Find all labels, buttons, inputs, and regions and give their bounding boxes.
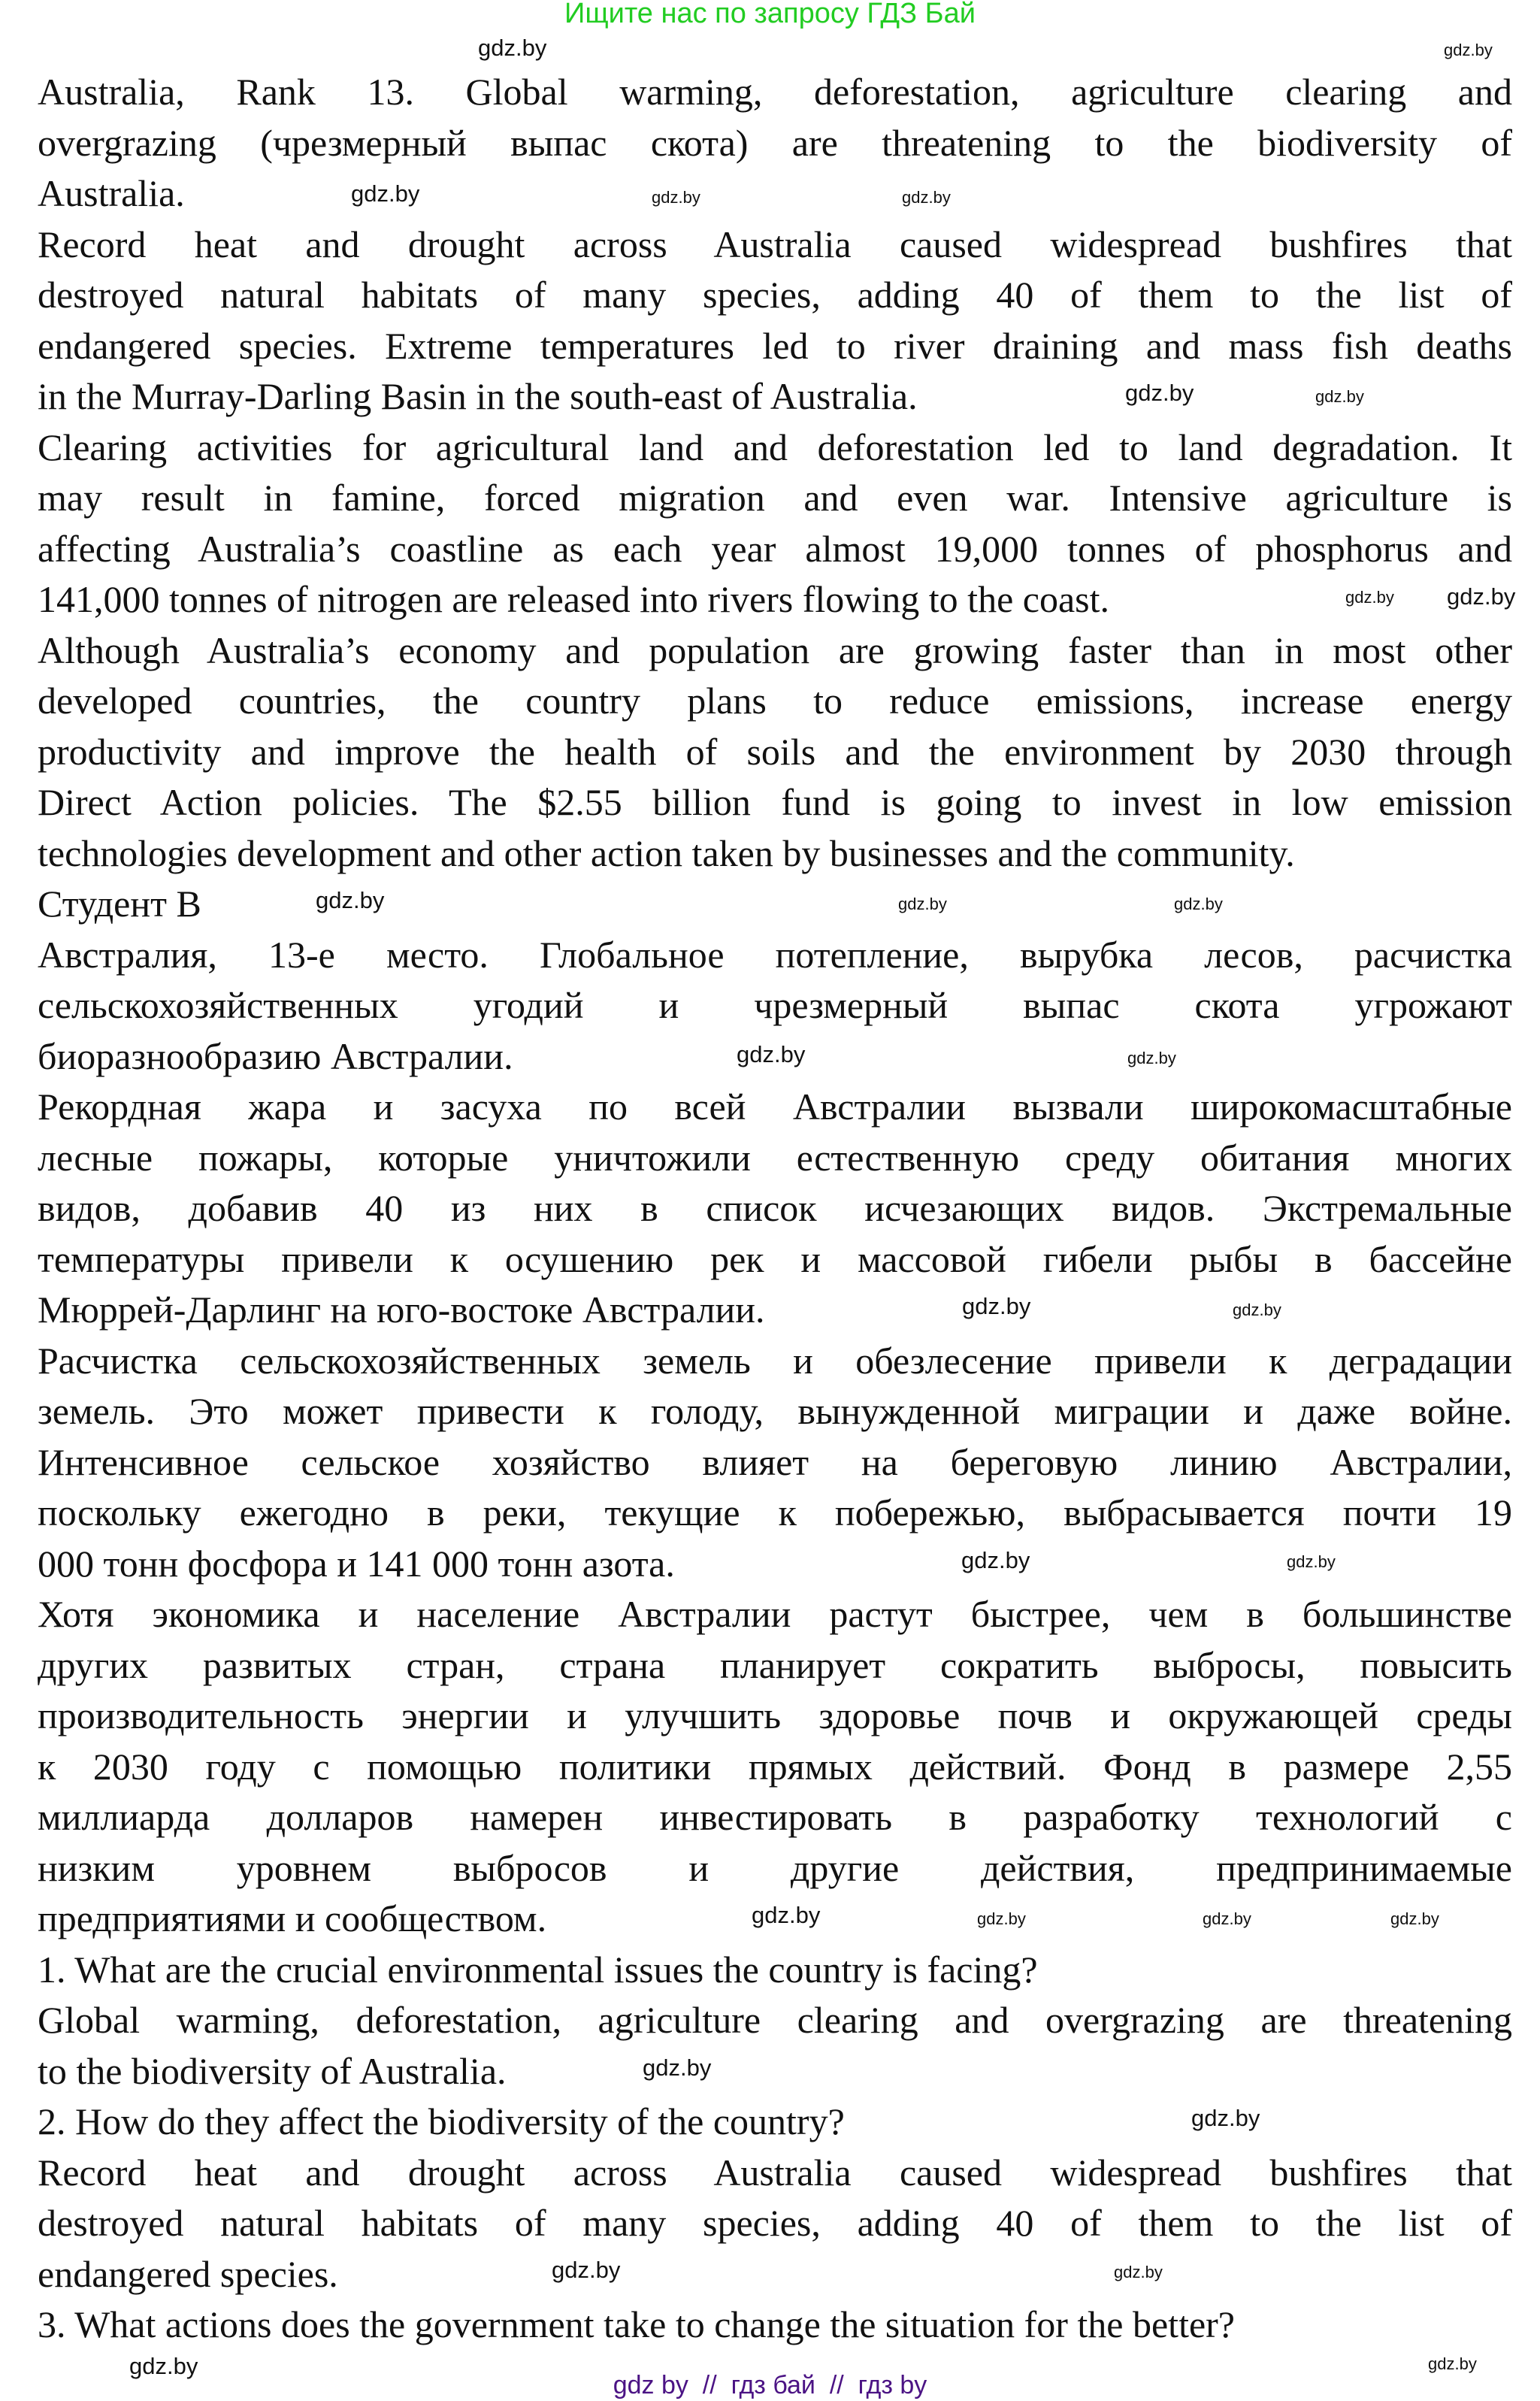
text-line: may result in famine, forced migration and even war. Intensive agriculture is	[38, 477, 1512, 519]
watermark-text: gdz.by	[1315, 387, 1364, 406]
text-line: Расчистка сельскохозяйственных земель и обезлесение привели к деградации	[38, 1339, 1512, 1382]
text-line: миллиарда долларов намерен инвестировать в разработку технологий с	[38, 1796, 1512, 1838]
text-line: предприятиями и сообществом.	[38, 1897, 547, 1939]
watermark-text: gdz.by	[129, 2353, 198, 2379]
watermark-text: gdz.by	[1127, 1049, 1176, 1067]
text-line: Хотя экономика и население Австралии растут быстрее, чем в большинстве	[38, 1593, 1512, 1635]
paragraph	[38, 2097, 1512, 2148]
text-line: destroyed natural habitats of many species, adding 40 of them to the list of	[38, 2202, 1512, 2244]
watermark-text: gdz.by	[1233, 1300, 1281, 1319]
text-line: to the biodiversity of Australia.	[38, 2049, 507, 2092]
paragraph	[38, 625, 1512, 880]
text-line: других развитых стран, страна планирует сократить выбросы, повысить	[38, 1643, 1512, 1686]
text-line: overgrazing (чрезмерный выпас скота) are threatening to the biodiversity of	[38, 121, 1512, 164]
paragraph	[38, 1995, 1512, 2097]
paragraph	[38, 1082, 1512, 1336]
text-line: низким уровнем выбросов и другие действия, предпринимаемые	[38, 1846, 1512, 1889]
watermark-text: gdz.by	[1444, 41, 1493, 59]
text-line: 000 тонн фосфора и 141 000 тонн азота.	[38, 1542, 675, 1585]
watermark-text: gdz.by	[1345, 588, 1394, 607]
watermark-text: gdz.by	[961, 1547, 1030, 1573]
watermark-text: gdz.by	[316, 887, 385, 913]
text-line: destroyed natural habitats of many species, adding 40 of them to the list of	[38, 274, 1512, 316]
text-line: биоразнообразию Австралии.	[38, 1034, 513, 1077]
text-line: 3. What actions does the government take to change the situation for the better?	[38, 2303, 1235, 2345]
text-line: in the Murray-Darling Basin in the south-east of Australia.	[38, 375, 918, 417]
watermark-text: gdz.by	[902, 188, 951, 207]
text-line: производительность энергии и улучшить здоровье почв и окружающей среды	[38, 1694, 1512, 1736]
watermark-text: gdz.by	[351, 180, 420, 207]
text-line: к 2030 году с помощью политики прямых действий. Фонд в размере 2,55	[38, 1745, 1512, 1788]
text-line: Австралия, 13-е место. Глобальное потепление, вырубка лесов, расчистка	[38, 933, 1512, 976]
text-line: endangered species.	[38, 2252, 338, 2295]
text-line: Интенсивное сельское хозяйство влияет на береговую линию Австралии,	[38, 1440, 1512, 1483]
text-line: Direct Action policies. The $2.55 billion fund is going to invest in low emission	[38, 781, 1512, 823]
paragraph	[38, 67, 1512, 220]
watermark-text: gdz.by	[977, 1909, 1026, 1928]
watermark-text: gdz.by	[1125, 380, 1194, 406]
watermark-text: gdz.by	[652, 188, 700, 207]
text-line: сельскохозяйственных угодий и чрезмерный выпас скота угрожают	[38, 984, 1512, 1026]
text-line: developed countries, the country plans to reduce emissions, increase energy	[38, 680, 1512, 722]
text-line: Although Australia’s economy and population are growing faster than in most other	[38, 628, 1512, 671]
text-line: Record heat and drought across Australia caused widespread bushfires that	[38, 223, 1512, 265]
text-line: productivity and improve the health of soils and the environment by 2030 through	[38, 730, 1512, 773]
text-line: Australia, Rank 13. Global warming, deforestation, agriculture clearing and	[38, 71, 1512, 113]
search-banner: Ищите нас по запросу ГДЗ Бай	[564, 0, 976, 29]
text-line: видов, добавив 40 из них в список исчезающих видов. Экстремальные	[38, 1187, 1512, 1229]
watermark-text: gdz.by	[962, 1293, 1031, 1319]
watermark-text: gdz.by	[1203, 1909, 1251, 1928]
text-line: affecting Australia’s coastline as each year almost 19,000 tonnes of phosphorus and	[38, 527, 1512, 570]
text-line: лесные пожары, которые уничтожили естественную среду обитания многих	[38, 1136, 1512, 1179]
text-line: 1. What are the crucial environmental issues the country is facing?	[38, 1948, 1038, 1991]
text-line: земель. Это может привести к голоду, вынужденной миграции и даже войне.	[38, 1390, 1512, 1432]
watermark-text: gdz.by	[1428, 2354, 1477, 2373]
document-body	[38, 67, 1512, 2351]
text-line: температуры привели к осушению рек и массовой гибели рыбы в бассейне	[38, 1237, 1512, 1280]
paragraph	[38, 1945, 1512, 1996]
watermark-text: gdz.by	[478, 35, 547, 61]
watermark-text: gdz.by	[752, 1902, 821, 1928]
paragraph	[38, 2148, 1512, 2300]
text-line: Global warming, deforestation, agriculture clearing and overgrazing are threatening	[38, 1999, 1512, 2041]
text-line: поскольку ежегодно в реки, текущие к побережью, выбрасывается почти 19	[38, 1491, 1512, 1534]
text-line: 2. How do they affect the biodiversity of the country?	[38, 2100, 845, 2142]
text-line: Мюррей-Дарлинг на юго-востоке Австралии.	[38, 1288, 765, 1331]
watermark-text: gdz.by	[898, 895, 947, 913]
text-line: 141,000 tonnes of nitrogen are released into rivers flowing to the coast.	[38, 578, 1110, 620]
watermark-text: gdz.by	[1390, 1909, 1439, 1928]
paragraph	[38, 220, 1512, 422]
text-line: Рекордная жара и засуха по всей Австралии вызвали широкомасштабные	[38, 1085, 1512, 1128]
watermark-text: gdz.by	[1447, 583, 1516, 610]
watermark-text: gdz.by	[1114, 2263, 1163, 2281]
watermark-text: gdz.by	[1174, 895, 1223, 913]
watermark-text: gdz.by	[1287, 1552, 1336, 1571]
text-line: Студент B	[38, 883, 201, 925]
watermark-text: gdz.by	[737, 1041, 806, 1067]
text-line: Clearing activities for agricultural land and deforestation led to land degradation. It	[38, 425, 1512, 468]
text-line: endangered species. Extreme temperatures led to river draining and mass fish deaths	[38, 324, 1512, 367]
text-line: Record heat and drought across Australia caused widespread bushfires that	[38, 2151, 1512, 2194]
footer-links[interactable]: gdz by // гдз бай // гдз by	[613, 2371, 927, 2399]
text-line: Australia.	[38, 172, 185, 214]
text-line: technologies development and other action taken by businesses and the community.	[38, 831, 1295, 874]
watermark-text: gdz.by	[552, 2257, 621, 2283]
paragraph	[38, 1589, 1512, 1945]
paragraph	[38, 1336, 1512, 1590]
paragraph	[38, 422, 1512, 625]
watermark-text: gdz.by	[643, 2054, 712, 2081]
paragraph	[38, 879, 1512, 930]
watermark-text: gdz.by	[1191, 2105, 1260, 2131]
paragraph	[38, 2300, 1512, 2351]
